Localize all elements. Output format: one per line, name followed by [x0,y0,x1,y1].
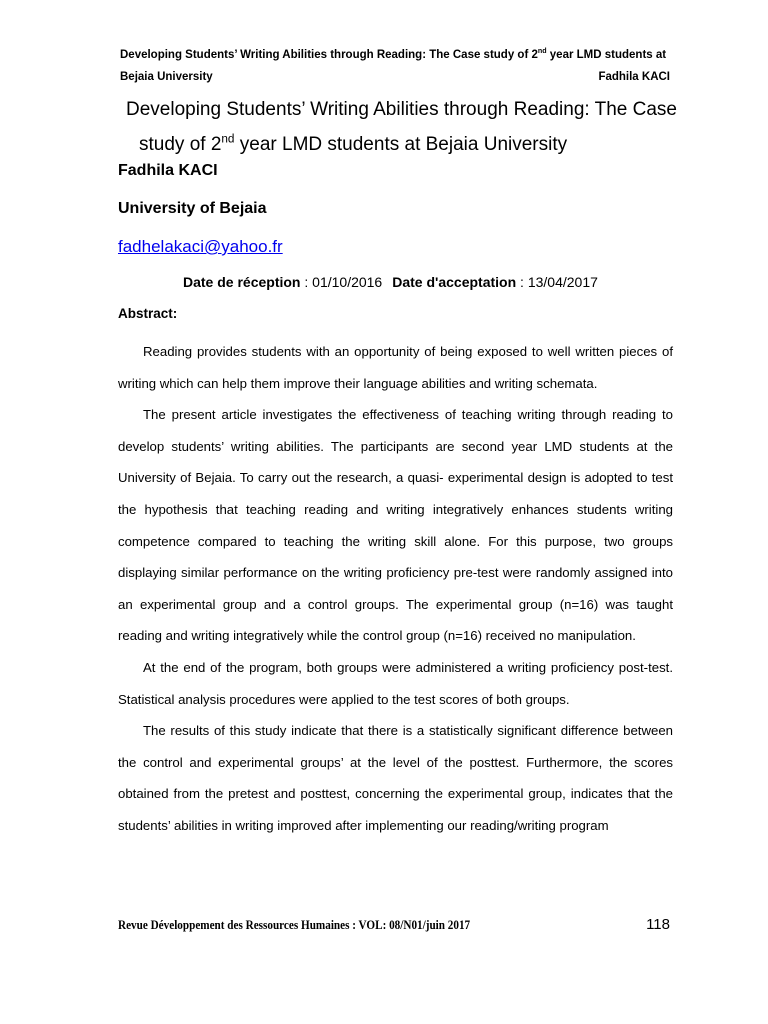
article-title-line1: Developing Students’ Writing Abilities through Reading: The Case [126,99,677,120]
article-title-line2: study of 2nd year LMD students at Bejaia University [139,132,568,155]
page-footer [118,916,670,933]
running-header-author: Fadhila KACI [598,71,670,83]
article-title [126,92,686,162]
page-number: 118 [646,916,670,933]
abstract-body [118,336,673,842]
author-affiliation: University of Bejaia [118,200,267,217]
running-header-line1: Developing Students’ Writing Abilities through Reading: The Case study of 2nd year LMD students at [120,47,667,61]
submission-dates [183,274,598,290]
abstract-paragraph: Reading provides students with an opportunity of being exposed to well written pieces of writing which can help them improve their language abilities and writing schemata. [118,344,673,391]
author-email-link[interactable]: fadhelakaci@yahoo.fr [118,237,283,256]
abstract-paragraph: At the end of the program, both groups were administered a writing proficiency post-test. Statistical analysis procedures were applied to the test scores of both groups. [118,659,673,707]
abstract-paragraph: The results of this study indicate that there is a statistically significant difference between the control and experimental groups’ at the level of the posttest. Furthermore, the scores obtained from the pretest and posttest, concerning the experimental group, indicates that the students’ abilities in writing improved after implementing our reading/writing program [118,723,673,833]
running-header-line2 [120,66,670,88]
accepted-date: : 13/04/2017 [516,274,598,290]
author-name: Fadhila KACI [118,162,218,179]
received-label: Date de réception [183,274,301,290]
abstract-heading: Abstract: [118,306,178,321]
running-header-institution: Bejaia University [120,71,213,83]
received-date: : 01/10/2016 [300,274,383,290]
accepted-label: Date d'acceptation [392,274,517,290]
journal-citation: Revue Développement des Ressources Humaines : VOL: 08/N01/juin 2017 [118,917,471,932]
running-header [120,44,670,88]
abstract-paragraph: The present article investigates the effectiveness of teaching writing through reading to develop students’ writing abilities. The participants are second year LMD students at the University of Bejaia. To carry out the research, a quasi- experimental design is adopted to test the hypothesis that teaching reading and writing integratively enhances students writing competence compared to teaching the writing skill alone. For this purpose, two groups displaying similar performance on the writing proficiency pre-test were randomly assigned into an experimental group and a control groups. The experimental group (n=16) was taught reading and writing integratively while the control group (n=16) received no manipulation. [118,407,673,644]
